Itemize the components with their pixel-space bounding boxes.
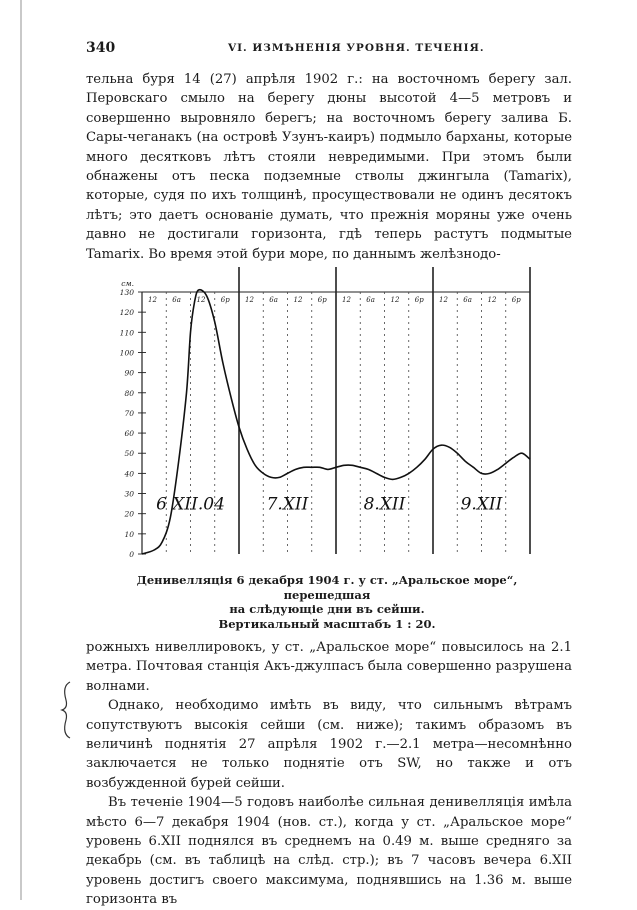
hour-label: 12 [245,296,254,304]
hour-label: 6а [172,296,181,304]
hour-label: 12 [293,296,303,304]
running-title: VI. ИЗМѢНЕНІЯ УРОВНЯ. ТЕЧЕНІЯ. [228,42,485,54]
paragraph-2: Однако, необходимо имѣть въ виду, что сильнымъ вѣтрамъ сопутствуютъ высокія сейши (см. ниже); такимъ образомъ въ величинѣ поднятія 27 апрѣля 1902 г.—2.1 метра—несомнѣнно заключается не только поднятіе отъ SW, но также и отъ возбужденной бурей сейши. [86,698,572,791]
page-spine [20,0,22,900]
y-tick-label: 50 [124,449,134,459]
figure-caption [96,573,558,631]
hour-label: 6р [317,296,327,304]
margin-bracket-mark [60,680,72,740]
y-tick-label: 100 [119,348,134,358]
hour-label: 12 [148,296,157,304]
day-label-2: 7.XII [266,494,309,515]
y-tick-label: 130 [119,288,134,297]
caption-line-2: на слѣдующіе дни въ сейши. [229,602,425,616]
paragraph-3: Въ теченіе 1904—5 годовъ наиболѣе сильная денивелляція имѣла мѣсто 6—7 декабря 1904 (нов. ст.), когда у ст. „Аральское море“ уровень 6.XII поднялся въ среднемъ на 0.49 м. выше средняго за декабрь (см. въ таблицѣ на слѣд. стр.); въ 7 часовъ вечера 6.XII уровень достигъ своего максимума, поднявшись на 1.36 м. выше горизонта въ [86,795,572,908]
chart-svg [110,262,550,562]
hour-label: 12 [196,296,206,304]
caption-line-1: Денивелляція 6 декабря 1904 г. у ст. „Аральское море“, перешедшая [136,573,518,602]
paragraph-1: рожныхъ нивеллировокъ, у ст. „Аральское море“ повысилось на 2.1 метра. Почтовая станція Акъ-джулпасъ была совершенно разрушена волнами. [86,640,572,694]
hour-label: 6а [269,296,278,304]
day-label-1: 6 XII.04 [156,494,225,515]
y-tick-label: 60 [124,429,134,439]
day-label-4: 9.XII [460,494,503,515]
y-tick-label: 110 [119,328,134,338]
y-tick-label: 80 [124,388,134,398]
y-tick-label: 70 [124,408,134,418]
y-unit-label: см. [121,279,134,288]
y-tick-label: 20 [124,509,134,519]
day-label-3: 8.XII [363,494,406,515]
hour-label: 12 [342,296,351,304]
y-tick-label: 30 [124,489,134,499]
y-tick-label: 10 [124,529,134,539]
caption-line-3: Вертикальный масштабъ 1 : 20. [218,616,436,631]
hour-label: 6р [220,296,230,304]
y-tick-label: 0 [129,550,134,559]
body-text-bottom [86,638,572,910]
hour-label: 12 [487,296,497,304]
hour-label: 6р [414,296,424,304]
y-tick-label: 120 [119,308,134,318]
hour-label: 12 [390,296,400,304]
page-number: 340 [86,40,116,56]
page-header [0,40,637,60]
body-paragraph-top: тельна буря 14 (27) апрѣля 1902 г.: на восточномъ берегу зал. Перовскаго смыло на берегу дюны высотой 4—5 метровъ и совершенно выровняло берегъ; на восточномъ берегу залива Б. Сары-чеганакъ (на островѣ Узунъ-каиръ) подмыло барханы, которые много десятковъ лѣтъ стояли невредимыми. При этомъ были обнажены отъ песка подземные стволы джингыла (Tamarix), которые, судя по ихъ толщинѣ, просуществовали не одинъ десятокъ лѣтъ; это даетъ основаніе думать, что прежнія моряны уже очень давно не достигали горизонта, гдѣ теперь растутъ подмытые Tamarix. Во время этой бури море, по даннымъ желѣзнодо- [86,72,572,262]
figure-seiche-chart [110,262,550,562]
hour-label: 12 [439,296,448,304]
y-tick-label: 40 [124,469,134,479]
y-tick-label: 90 [124,368,134,378]
hour-label: 6р [511,296,521,304]
hour-label: 6а [463,296,472,304]
hour-label: 6а [366,296,375,304]
